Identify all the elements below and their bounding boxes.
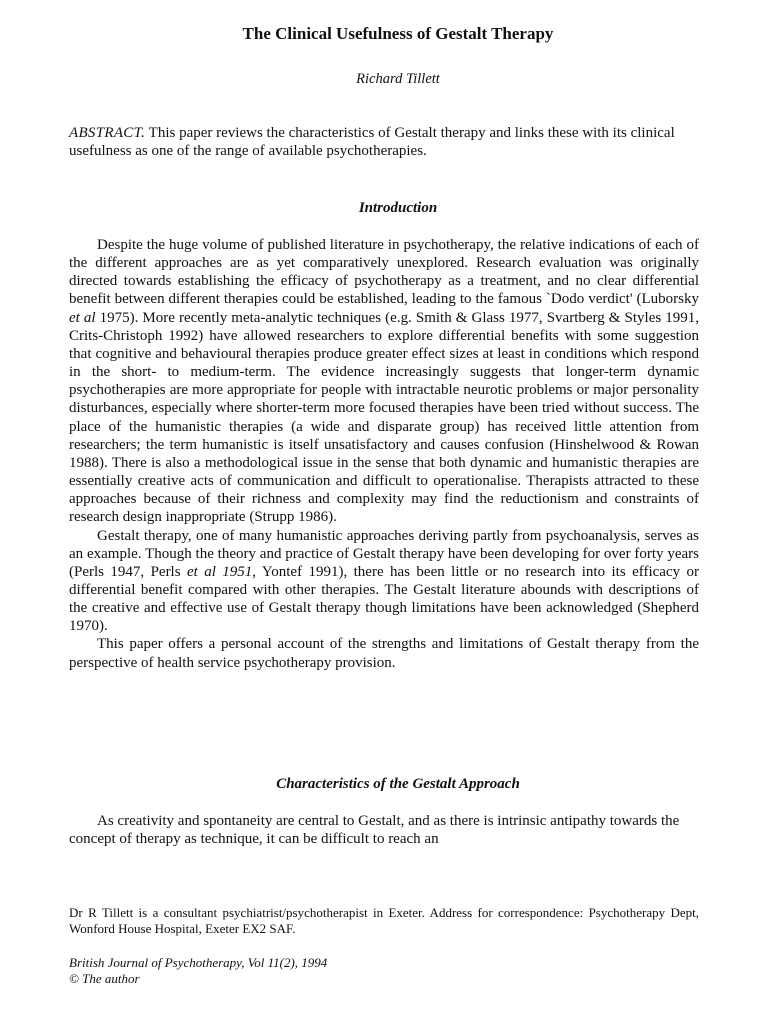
paragraph-text: Gestalt therapy, one of many humanistic approaches deriving partly from psychoanalysis, serves as an example. Though the theory and practice of Gestalt therapy have been developing for over forty years (Perls 1947, Perls [69,527,699,580]
journal-citation [69,955,327,987]
paragraph-text: Yontef 1991), there has been little or no research into its efficacy or differential benefit compared with other therapies. The Gestalt literature abounds with descriptions of the creative and effective use of Gestalt therapy though limitations have been acknowledged (Shepherd 1970). [69,563,699,635]
section-heading-characteristics: Characteristics of the Gestalt Approach [276,776,520,792]
characteristics-body [69,812,699,848]
abstract-label: ABSTRACT. [69,125,146,141]
author-footnote: Dr R Tillett is a consultant psychiatrist/psychotherapist in Exeter. Address for correspondence: Psychotherapy Dept, Wonford House Hospital, Exeter EX2 SAF. [69,905,699,936]
author-name: Richard Tillett [356,71,440,87]
paragraph [69,236,699,527]
paragraph-text: 1975). More recently meta-analytic techniques (e.g. Smith & Glass 1977, Svartberg & Styles 1991, Crits-Christoph 1992) have allowed researchers to explore differential benefits with some suggestion that cognitive and behavioural therapies produce greater effect sizes at least in conditions which respond in the short- to medium-term. The evidence increasingly suggests that longer-term dynamic psychotherapies are more appropriate for people with intractable neurotic problems or major personality disturbances, especially where shorter-term more focused therapies have been tried without success. The place of the humanistic therapies (a wide and disparate group) has received little attention from researchers; the term humanistic is itself unsatisfactory and causes confusion (Hinshelwood & Rowan 1988). There is also a methodological issue in the sense that both dynamic and humanistic therapies are essentially creative acts of communication and difficult to operationalise. Therapists attracted to these approaches because of their richness and complexity may find the reductionism and constraints of research design inappropriate (Strupp 1986). [69,309,699,526]
paragraph: This paper offers a personal account of the strengths and limitations of Gestalt therapy from the perspective of health service psychotherapy provision. [69,636,699,671]
paragraph: As creativity and spontaneity are central to Gestalt, and as there is intrinsic antipathy towards the concept of therapy as technique, it can be difficult to reach an [69,813,680,848]
copyright-notice: © The author [69,971,140,986]
introduction-body [69,236,699,672]
paragraph [69,527,699,636]
section-heading-introduction: Introduction [358,200,438,216]
paragraph-text: Despite the huge volume of published literature in psychotherapy, the relative indications of each of the different approaches are as yet comparatively unexplored. Research evaluation was originally directed towards establishing the efficacy of psychotherapy as a treatment, and no clear differential benefit between different therapies could be established, leading to the famous `Dodo verdict' (Luborsky [69,237,699,308]
paragraph-emphasis: et al 1951, [186,563,257,580]
paragraph-emphasis: et al [69,309,96,326]
abstract-text: This paper reviews the characteristics of Gestalt therapy and links these with its clinical usefulness as one of the range of available psychotherapies. [69,125,675,160]
journal-reference: British Journal of Psychotherapy, Vol 11(2), 1994 [69,955,328,970]
paper-title: The Clinical Usefulness of Gestalt Therapy [242,24,554,43]
abstract [69,124,699,160]
